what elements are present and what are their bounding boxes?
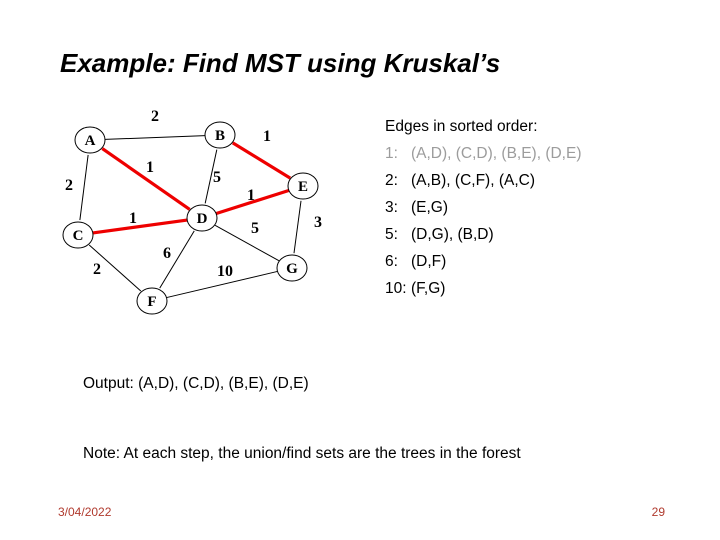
nodes-layer xyxy=(63,122,318,314)
edge-weight-label: 2 xyxy=(151,108,159,125)
graph-edge-b-e xyxy=(233,143,290,178)
edge-list-header: Edges in sorted order: xyxy=(385,118,538,135)
graph-node-label-g: G xyxy=(286,261,298,277)
edge-weight-label: 1 xyxy=(129,210,137,227)
edge-group-value: (A,B), (C,F), (A,C) xyxy=(411,172,535,189)
edge-list-item xyxy=(385,248,715,275)
edge-weight-key: 5: xyxy=(385,226,398,243)
edge-list-item xyxy=(385,194,715,221)
edge-group-value: (F,G) xyxy=(411,280,446,297)
graph-edge-e-g xyxy=(294,201,301,253)
graph-edge-d-g xyxy=(215,225,279,260)
graph-edge-c-d xyxy=(93,220,187,233)
footer-page-number: 29 xyxy=(651,505,665,519)
edge-group-value: (E,G) xyxy=(411,199,449,216)
edge-list-item xyxy=(385,140,715,167)
graph-node-label-a: A xyxy=(84,133,96,149)
edge-weight-label: 1 xyxy=(263,128,271,145)
output-line: Output: (A,D), (C,D), (B,E), (D,E) xyxy=(83,375,309,392)
edge-weight-key: 2: xyxy=(385,172,398,189)
graph-node-label-b: B xyxy=(214,128,226,144)
edge-list-item xyxy=(385,221,715,248)
edge-list-item xyxy=(385,275,715,302)
graph-svg xyxy=(40,105,380,325)
graph-diagram xyxy=(40,105,380,325)
graph-edge-a-d xyxy=(102,149,189,210)
edge-weight-label: 5 xyxy=(213,169,221,186)
edge-weight-label: 10 xyxy=(217,263,233,280)
edge-weight-label: 5 xyxy=(251,220,259,237)
edge-weight-key: 10: xyxy=(385,280,407,297)
edge-weight-label: 1 xyxy=(247,187,255,204)
edge-weight-key: 1: xyxy=(385,145,398,162)
graph-node-label-e: E xyxy=(297,179,309,195)
footer-date: 3/04/2022 xyxy=(58,505,112,519)
note-line: Note: At each step, the union/find sets are the trees in the forest xyxy=(83,445,521,462)
edge-group-value: (A,D), (C,D), (B,E), (D,E) xyxy=(411,145,582,162)
edge-weight-key: 6: xyxy=(385,253,398,270)
graph-node-label-f: F xyxy=(147,294,157,310)
sorted-edge-list xyxy=(385,113,715,302)
graph-edge-a-b xyxy=(105,136,205,140)
edge-weight-label: 3 xyxy=(314,214,322,231)
graph-edge-a-c xyxy=(80,155,88,220)
edge-weight-label: 6 xyxy=(163,245,171,262)
edge-weight-label: 2 xyxy=(93,261,101,278)
edge-weight-key: 3: xyxy=(385,199,398,216)
edge-list-rows xyxy=(385,140,715,302)
graph-node-label-d: D xyxy=(196,211,208,227)
edge-group-value: (D,G), (B,D) xyxy=(411,226,494,243)
edge-group-value: (D,F) xyxy=(411,253,447,270)
edge-weight-label: 1 xyxy=(146,159,154,176)
edge-weight-label: 2 xyxy=(65,177,73,194)
page-title: Example: Find MST using Kruskal’s xyxy=(60,48,501,78)
edge-list-item xyxy=(385,167,715,194)
graph-node-label-c: C xyxy=(72,228,84,244)
